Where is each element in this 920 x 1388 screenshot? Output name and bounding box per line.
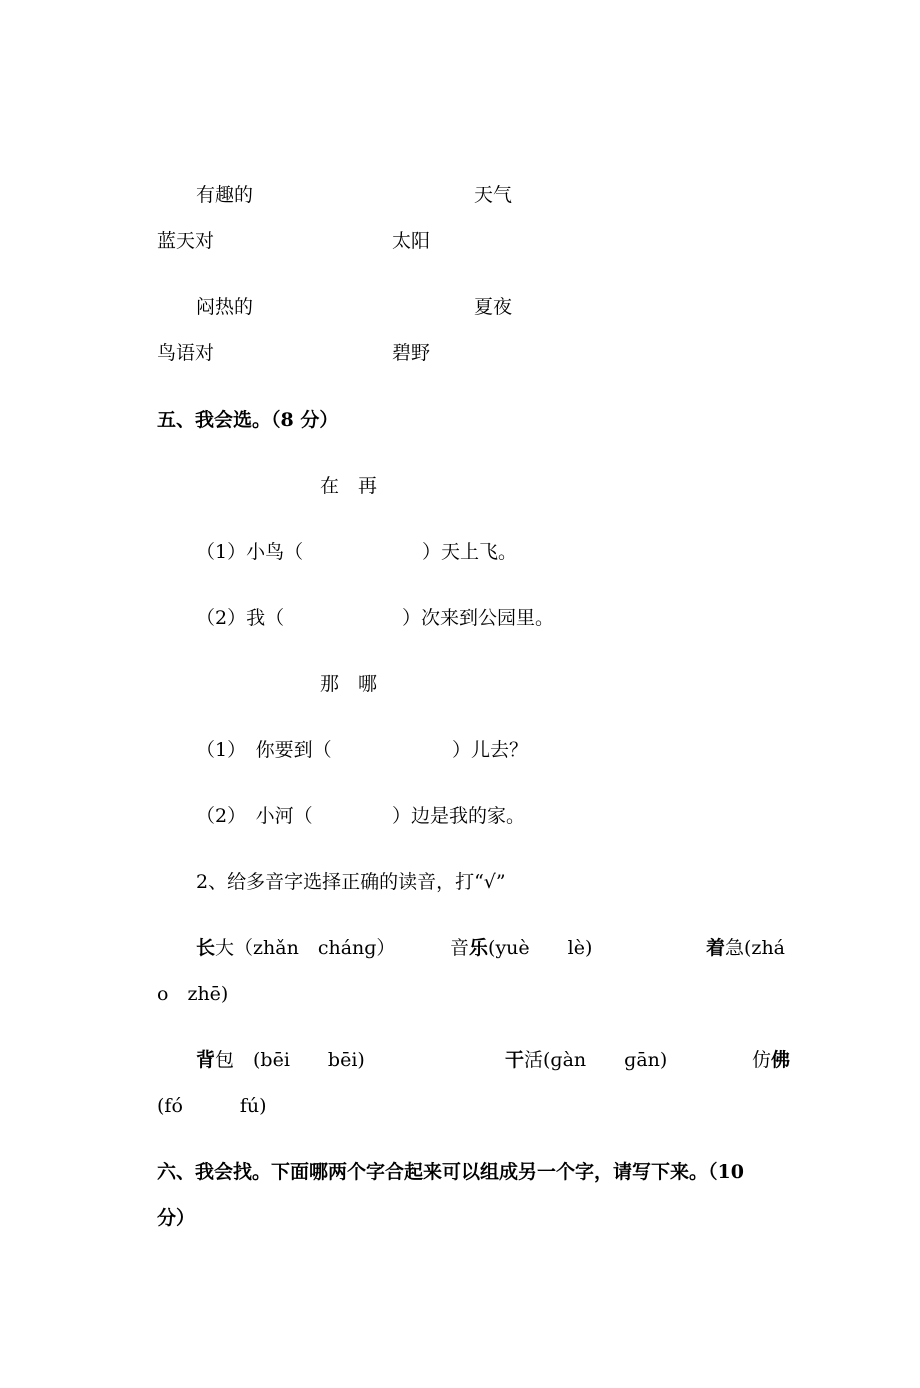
pinyin-options: 急(zhá	[725, 937, 786, 959]
target-char: 长	[196, 937, 216, 959]
section-title-6-cont: 分）	[157, 1207, 196, 1229]
pinyin-options: 包 (bēi bēi)	[215, 1049, 365, 1071]
target-char: 乐	[469, 937, 489, 959]
question-prefix: （2）我（	[196, 607, 285, 629]
question-suffix: ）儿去？	[452, 739, 529, 761]
match-word: 闷热的	[196, 296, 254, 318]
match-label: 鸟语对	[157, 342, 215, 364]
section-title-6: 六、我会找。下面哪两个字合起来可以组成另一个字，请写下来。（10	[157, 1161, 744, 1183]
pinyin-continuation: (fó fú)	[157, 1095, 267, 1117]
pinyin-options: 活(ɡàn ɡān)	[524, 1049, 668, 1071]
question-prefix: （1） 你要到（	[196, 739, 332, 761]
pinyin-options: 大（zhǎn chánɡ）	[215, 937, 396, 959]
pinyin-continuation: o zhē)	[157, 983, 229, 1005]
question-suffix: ）天上飞。	[422, 541, 518, 563]
match-label: 蓝天对	[157, 230, 215, 252]
pinyin-options: (yuè lè)	[488, 937, 593, 959]
question-prefix: （1）小鸟（	[196, 541, 304, 563]
polyphone-item	[505, 1051, 667, 1070]
target-char: 干	[505, 1049, 525, 1071]
section-title-5: 五、我会选。（8 分）	[157, 409, 339, 431]
polyphone-item	[196, 1051, 365, 1070]
polyphone-item	[450, 939, 592, 958]
question-suffix: ）边是我的家。	[392, 805, 526, 827]
polyphone-item	[706, 939, 785, 958]
match-word: 有趣的	[196, 184, 254, 206]
match-word: 碧野	[392, 342, 431, 364]
question-prefix: （2） 小河（	[196, 805, 313, 827]
choice-options: 在 再	[320, 475, 378, 497]
subsection-title: 2、给多音字选择正确的读音，打“√”	[196, 871, 506, 893]
target-char: 佛	[771, 1049, 791, 1071]
target-char: 着	[706, 937, 726, 959]
match-word: 夏夜	[474, 296, 513, 318]
polyphone-item	[752, 1051, 790, 1070]
match-word: 太阳	[392, 230, 431, 252]
match-word: 天气	[474, 184, 513, 206]
polyphone-item	[196, 939, 395, 958]
choice-options: 那 哪	[320, 673, 378, 695]
word-char: 仿	[752, 1049, 772, 1071]
word-char: 音	[450, 937, 470, 959]
target-char: 背	[196, 1049, 216, 1071]
question-suffix: ）次来到公园里。	[402, 607, 555, 629]
